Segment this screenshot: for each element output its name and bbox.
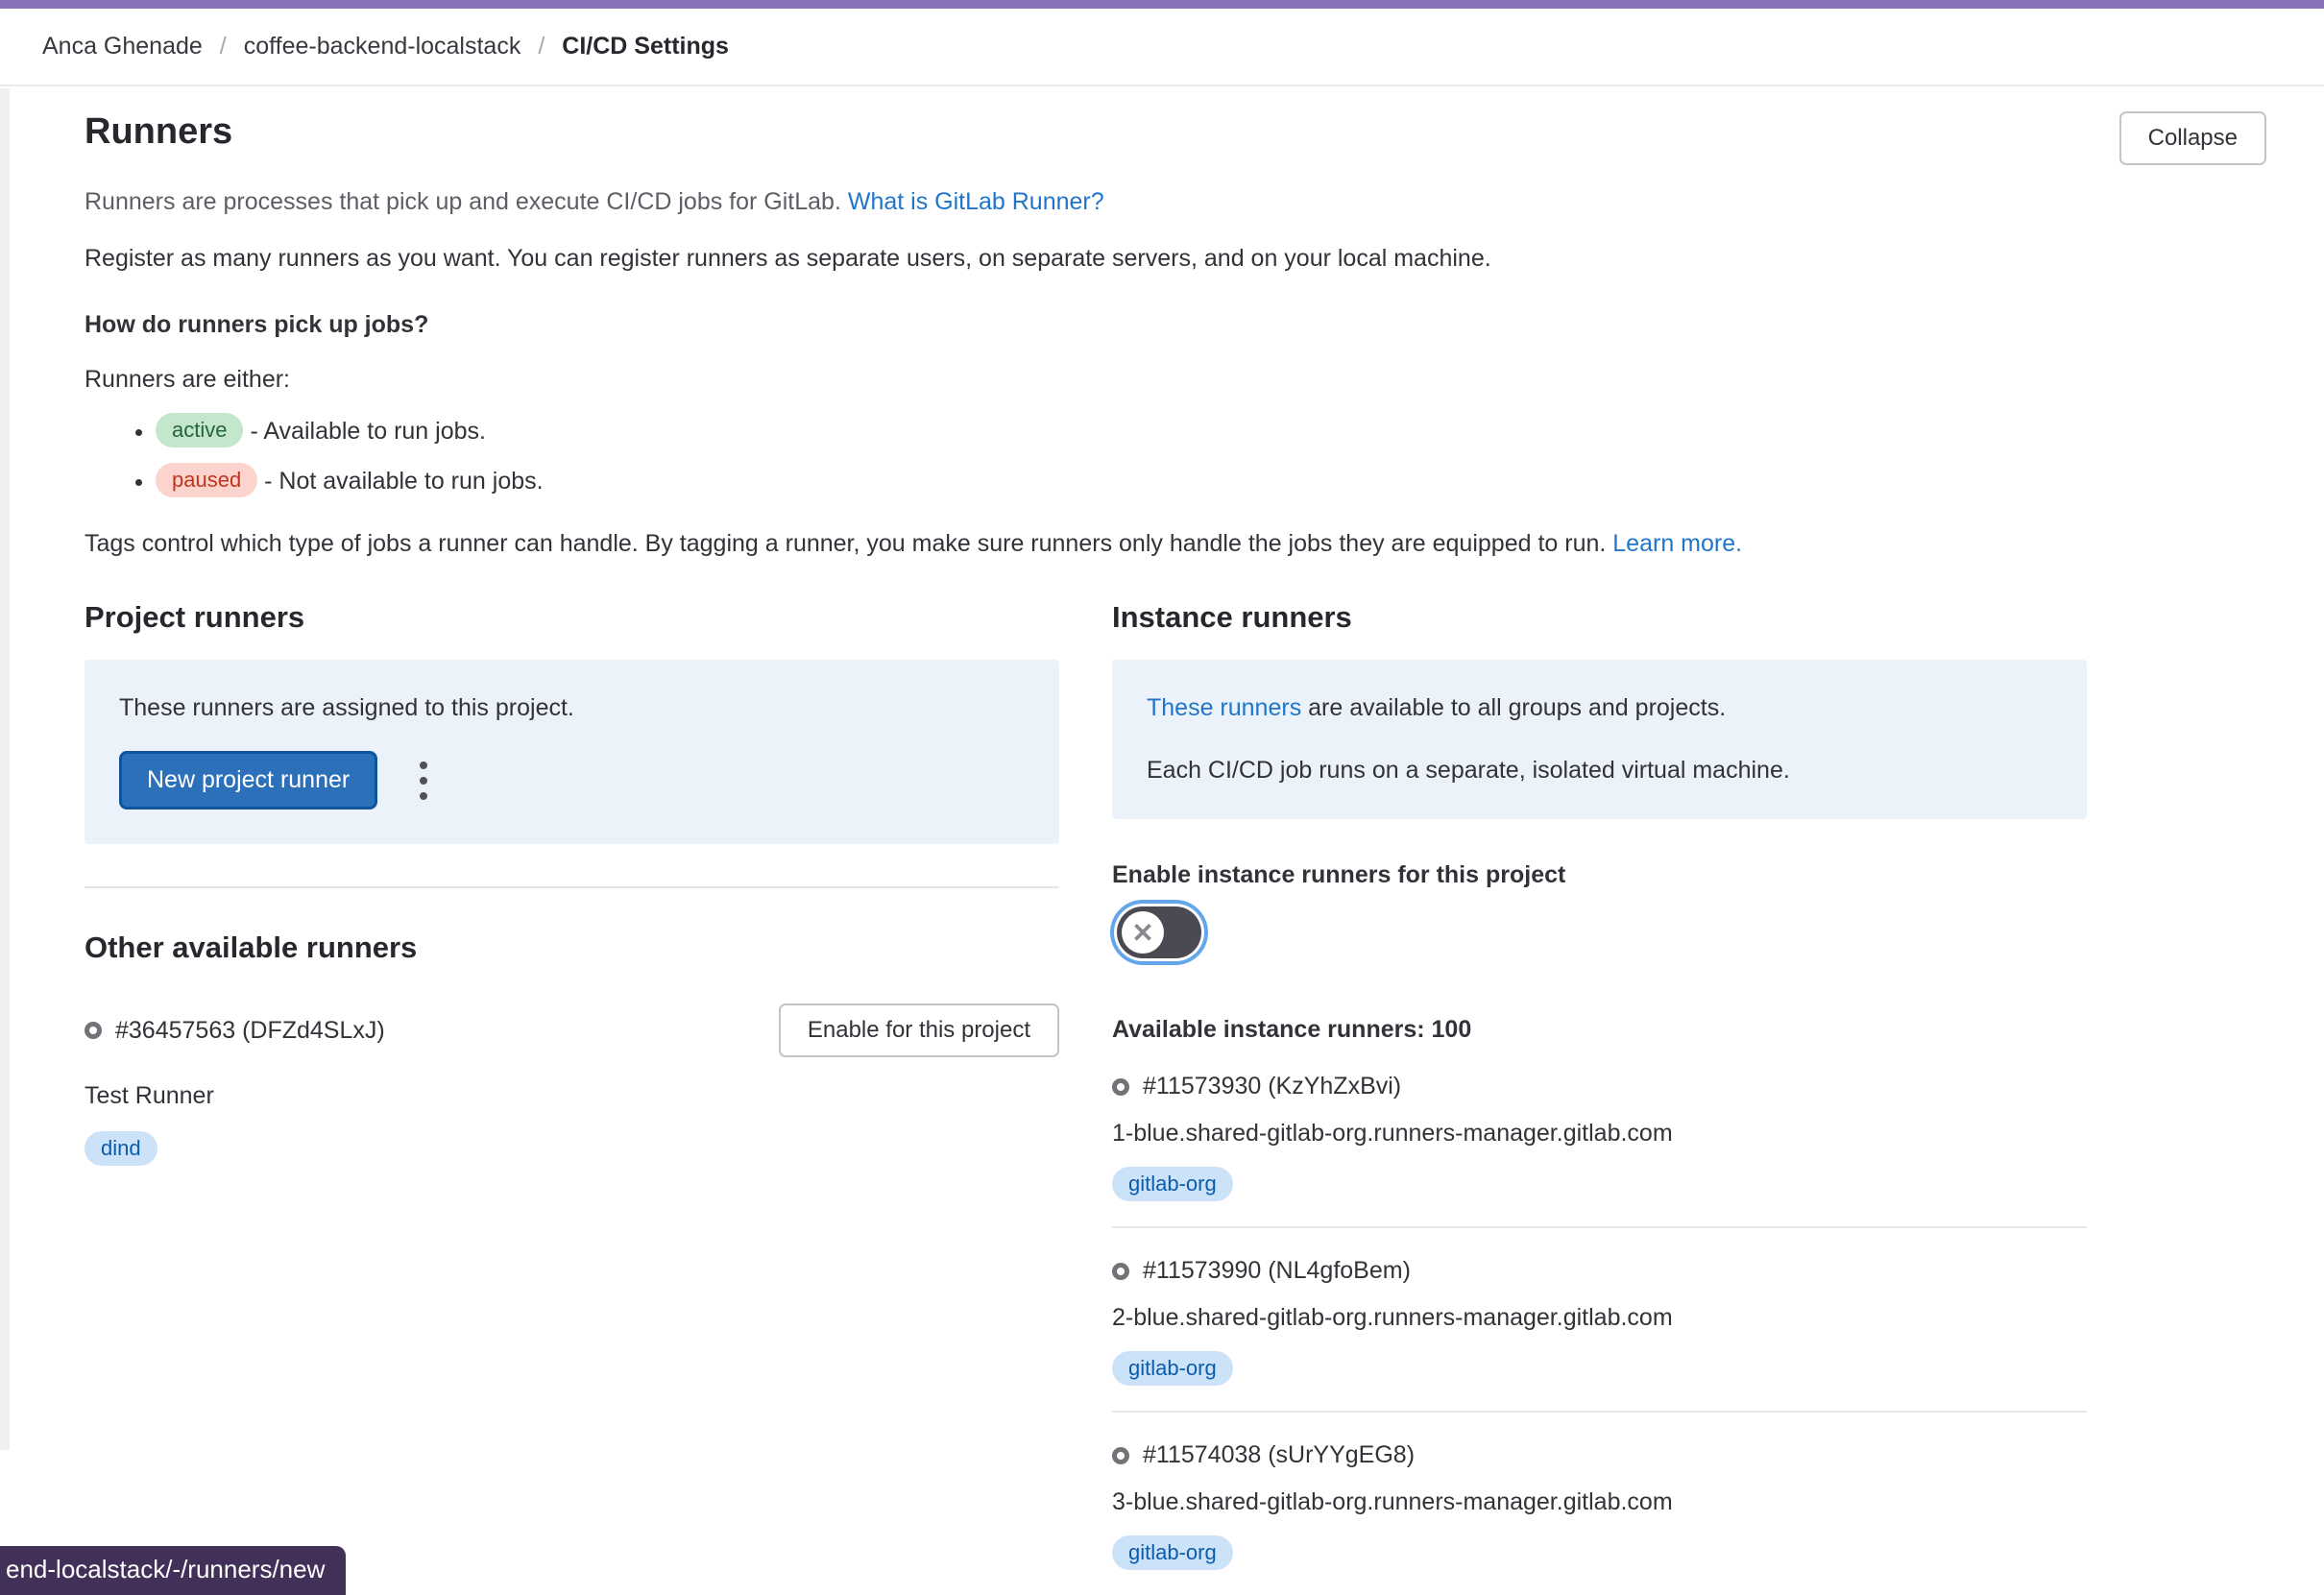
other-available-runners-title: Other available runners xyxy=(85,930,418,964)
runner-tag-badge: gitlab-org xyxy=(1112,1167,1233,1201)
kebab-menu-icon[interactable] xyxy=(414,756,433,806)
instance-runners-text: are available to all groups and projects. xyxy=(1308,694,1727,721)
tags-description: Tags control which type of jobs a runner can handle. By tagging a runner, you make sure runners only handle the jobs they are equipped to run. xyxy=(85,530,1607,557)
collapse-button[interactable]: Collapse xyxy=(2119,111,2266,165)
learn-more-link[interactable]: Learn more. xyxy=(1612,530,1743,557)
page-title: Runners xyxy=(85,111,233,152)
active-badge: active xyxy=(156,413,243,447)
instance-runners-title: Instance runners xyxy=(1112,600,1352,634)
runner-host: 2-blue.shared-gitlab-org.runners-manager.gitlab.com xyxy=(1112,1304,1673,1331)
isolated-vm-text: Each CI/CD job runs on a separate, isolated virtual machine. xyxy=(1147,757,1790,784)
instance-runner-list xyxy=(1112,1044,2087,1595)
breadcrumb-separator: / xyxy=(219,33,227,60)
runner-id: #11573930 (KzYhZxBvi) xyxy=(1143,1073,1402,1100)
assigned-runners-text: These runners are assigned to this project. xyxy=(119,694,574,721)
jobs-heading: How do runners pick up jobs? xyxy=(85,311,429,338)
runner-tag-badge: gitlab-org xyxy=(1112,1535,1233,1570)
these-runners-link[interactable]: These runners xyxy=(1147,694,1302,721)
breadcrumb xyxy=(42,33,729,60)
new-project-runner-button[interactable]: New project runner xyxy=(119,751,377,810)
available-instance-runners-label: Available instance runners: 100 xyxy=(1112,1016,1472,1043)
paused-badge: paused xyxy=(156,463,257,497)
paused-description: - Not available to run jobs. xyxy=(264,468,544,495)
runner-name: Test Runner xyxy=(85,1082,214,1109)
settings-content xyxy=(0,111,2324,1595)
runner-state-list xyxy=(85,413,2266,497)
link-preview-tooltip: end-localstack/-/runners/new xyxy=(0,1546,346,1595)
runner-id: #11574038 (sUrYYgEG8) xyxy=(1143,1441,1416,1468)
register-description: Register as many runners as you want. You can register runners as separate users, on separate servers, and on your local machine. xyxy=(85,245,1491,272)
runner-host: 3-blue.shared-gitlab-org.runners-manager.gitlab.com xyxy=(1112,1488,1673,1515)
list-item xyxy=(156,463,2266,497)
project-runners-title: Project runners xyxy=(85,600,305,634)
instance-runner-row xyxy=(1112,1413,2087,1595)
runner-id: #36457563 (DFZd4SLxJ) xyxy=(115,1016,385,1044)
instance-runner-row xyxy=(1112,1228,2087,1413)
enable-instance-runners-label: Enable instance runners for this project xyxy=(1112,861,1566,888)
project-runners-panel xyxy=(85,660,1059,844)
breadcrumb-current-page: CI/CD Settings xyxy=(562,33,729,60)
breadcrumb-user-link[interactable]: Anca Ghenade xyxy=(42,33,203,60)
instance-runner-row xyxy=(1112,1044,2087,1228)
active-description: - Available to run jobs. xyxy=(250,418,486,445)
runner-id: #11573990 (NL4gfoBem) xyxy=(1143,1257,1411,1284)
enable-for-project-button[interactable]: Enable for this project xyxy=(779,1003,1059,1057)
runner-status-icon xyxy=(1112,1078,1129,1096)
project-runners-section xyxy=(85,600,1059,1595)
other-runner-row xyxy=(85,1003,1059,1057)
runner-host: 1-blue.shared-gitlab-org.runners-manager.gitlab.com xyxy=(1112,1120,1673,1147)
runner-status-icon xyxy=(1112,1263,1129,1280)
runner-status-icon xyxy=(1112,1447,1129,1464)
runner-status-icon xyxy=(85,1022,102,1039)
top-accent-bar xyxy=(0,0,2324,9)
instance-runners-section xyxy=(1112,600,2087,1595)
either-label: Runners are either: xyxy=(85,366,291,393)
breadcrumb-bar xyxy=(0,9,2324,86)
breadcrumb-project-link[interactable]: coffee-backend-localstack xyxy=(243,33,521,60)
runner-tag-badge: gitlab-org xyxy=(1112,1351,1233,1386)
breadcrumb-separator: / xyxy=(538,33,545,60)
runner-tag-badge: dind xyxy=(85,1131,157,1166)
toggle-off-icon: ✕ xyxy=(1122,911,1164,954)
list-item xyxy=(156,413,2266,447)
divider xyxy=(85,886,1059,888)
what-is-gitlab-runner-link[interactable]: What is GitLab Runner? xyxy=(847,188,1104,215)
runners-description: Runners are processes that pick up and execute CI/CD jobs for GitLab. xyxy=(85,188,841,215)
instance-runners-toggle[interactable] xyxy=(1117,906,1201,958)
instance-runners-panel xyxy=(1112,660,2087,819)
